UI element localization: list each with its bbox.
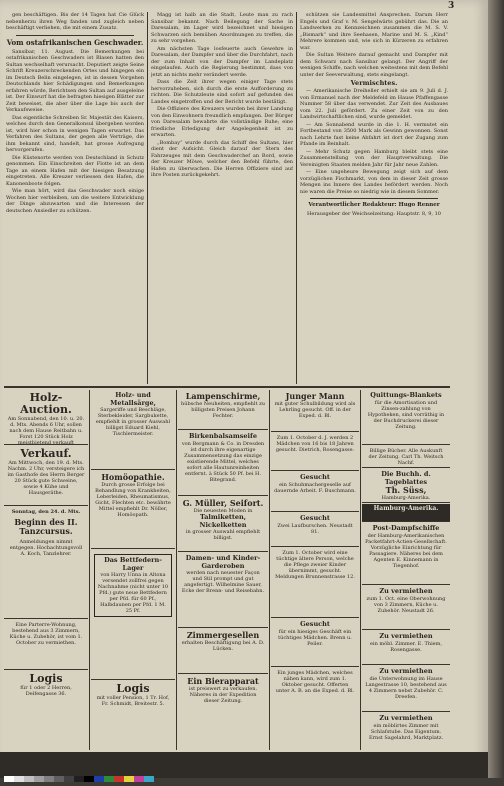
ad-headline: Logis (116, 682, 150, 695)
ad-buecher (362, 446, 450, 468)
ad-post-dampfschiffe (362, 523, 450, 585)
ad-headline: Birkenbalsamseife (189, 432, 257, 440)
ad-headline: Junger Mann (285, 391, 345, 401)
ad-text: ein möbl. Zimmer. E. Thiem, Rosengasse. (370, 640, 442, 653)
news-item: — Eine ungeheure Bewegung zeigt sich auf dem vorzüglichen Fischmarkt, von dem in dieser Zeit grosse Mengen ins Innere des Landes befördert werden. Noch nie waren die Preise so niedrig wie in diesem Sommer. (300, 169, 448, 195)
ad-date: Sonntag, den 24. d. Mts. (11, 509, 81, 515)
ad-headline: Ein Bierapparat (187, 676, 259, 686)
ad-headline: Gesucht (300, 620, 330, 628)
ad-headline: Die Buchh. d. Tageblattes (381, 470, 431, 486)
ad-headline: Gesucht (300, 473, 330, 481)
ad-verkauf (4, 446, 88, 506)
ad-text: Zum 1. October wird eine tüchtige ältere Person, welche die Pflege zweier Kinder übernimmt, gesucht. Meldungen Brunnenstrasse 12. (275, 550, 355, 580)
ad-headline: Das Bettfedern-Lager (104, 556, 162, 572)
ad-text: zum 1. Oct. eine Oberwohnung von 3 Zimmern, Küche u. Zubehör. Neustadt 26. (366, 595, 446, 614)
ad-text: hübsche Neuheiten, empfiehlt zu billigsten Preisen Johann Fechter. (181, 401, 265, 419)
scan-border (0, 752, 488, 778)
ad-name: Th. Süss, (385, 485, 427, 495)
article-paragraph: Magg ist halb an die Stadt, Leute man zu rach Sansibar bekannt. Nach Beilegung der Sache in Daresalam, im Lager wird bezeichnet und hiesigen Schwarzen sich bemühen Anordnungen zu treffen, die zu sehr vorgehen. (151, 12, 293, 44)
article-column-1 (6, 12, 144, 384)
ad-text: Sargeriffe und Beschläge, Sterbekleider, Sargbukette, empfiehlt in grosser Auswahl billigst Eduard Kiehl, Tischlermeister. (95, 407, 171, 437)
ad-column-rule (269, 390, 270, 750)
ad-maedchen (271, 433, 359, 471)
ad-hamburg-banner (362, 504, 450, 522)
ad-text: werden nach neuester Façon und Stil prompt und gut angefertigt. Wilhelmine Sauer, Ecke der Brenn- und Reisebahn. (181, 570, 265, 594)
ad-saerge (91, 390, 175, 470)
intro-text: gen beschäftigen. Bis der 14 Tagen hat Cie Glück nebenherzu ihren Weg fanden und zugleich neben beschäftigt verliehen, die mit einem Zusatz. (6, 12, 144, 31)
ad-headline: Logis (29, 672, 63, 685)
ad-text: für 1 oder 2 Herren, Delfengasse 36. (20, 685, 72, 697)
ad-naeherin (271, 668, 359, 751)
ad-headline: Holz- und Metallsärge, (110, 391, 156, 407)
ad-junger-mann (271, 390, 359, 432)
ad-headline: Zu vermiethen (379, 587, 433, 595)
ad-box (94, 554, 172, 617)
article-paragraph: Wie man hört, wird das Geschwader noch einige Wochen hier verbleiben, um die weitere Entwicklung der Dinge abzuwarten und die Interessen der deutschen Ansiedler zu schützen. (6, 188, 144, 214)
ad-headline: Verkauf. (20, 447, 72, 460)
article-paragraph: Am nächsten Tage losfeuerte auch Gewehre in Daresalam, der Dampfer und über die Durchfahrt, nach der zum Inhalt von der Dampfer im Landeplatz eingelaufen. Auch die Regierung bestimmt, dass von jetzt an nichts mehr verändert werde. (151, 45, 293, 78)
ad-text: ist preiswert zu verkaufen. Näheres in der Expedition dieser Zeitung. (188, 686, 258, 704)
ad-buchhandlung (362, 469, 450, 503)
ads-separator (4, 386, 450, 388)
column-rule (296, 12, 297, 384)
ad-text: Ein junges Mädchen, welches nähen kann, wird zum 1. Oktober gesucht. Offerten unter A. B. an die Exped. d. Bl. (275, 670, 355, 694)
ad-headline: Quittungs-Blankets (370, 391, 442, 399)
ad-text: mit voller Pension, 1 Tr. Hof, Fr. Schmidt, Breitestr. 5. (96, 695, 170, 707)
column-rule (147, 12, 148, 384)
news-item: — Amerikanische Dreiheller erhielt sie am 9. Juli d. J. von Ermanuel nach der Meldefeld im Hause Pfaffengasse Nummer 58 über das verwendet. Zur Zeit des Ausbaues vom 22. Juli gefördert. Zu einer Zeit von zu den Landwirtschaftlichen sind, wurde gemeldet. (300, 88, 448, 120)
ad-text: in grosser Auswahl empfiehlt billigst. (185, 529, 261, 541)
ad-text: Zum 1. October d. J. werden 2 Mädchen von 16 bis 18 Jahren gesucht. Dietrich, Rosengasse. (275, 435, 355, 453)
ad-text: die Unterwohnung im Hause Langestrasse 10, bestehend aus 4 Zimmern nebst Zubehör. C. Dreefen. (365, 675, 447, 700)
editor-byline: Verantwortlicher Redakteur: Hugo Renner (308, 202, 440, 208)
ad-holz-auction (4, 390, 88, 445)
ad-text: Am Mittwoch, den 19. d. Mts. Nachm. 2 Uhr, versteigere ich im Gasthofe des Herrn Berger 20 Stück gute Schweine, sowie 4 Kühe und Hausgeräthe. (7, 460, 85, 496)
ad-product: Talmiketten, Nickelketten (199, 513, 247, 529)
ad-headline: Lampenschirme, (185, 391, 261, 401)
ad-logis (4, 671, 88, 751)
color-calibration-bar (4, 767, 154, 773)
ad-garderoben (178, 553, 268, 628)
ad-banner-text: Hamburg-Amerika. (373, 505, 439, 512)
ad-text: für ein hiesiges Geschäft ein tüchtiges Mädchen. Brenn u. Peiler. (278, 628, 352, 647)
book-edge (488, 0, 504, 778)
page-number: 3 (448, 1, 455, 11)
news-item: — Mehr Schutz gegen Hamburg bleibt stets eine Zusammenstellung von der Hauptverwaltung. Die Vereinigten Staaten melden Jahr für Jahr neue Zahlen. (300, 148, 448, 168)
ad-text: von Bergmann & Co. in Dresden ist durch ihre eigenartige Zusammensetzung das einzige existierende Mittel, welches sofort alle Hautunreinheiten entfernt. à Stück 50 Pf. bei H. Bitegrand. (181, 440, 265, 483)
article-title: Vom ostafrikanischen Geschwader. (6, 37, 144, 47)
article-column-2 (151, 12, 293, 384)
article-paragraph: Die Sultan Weitere darauf gemacht und Dampfer mit dem Schwarz nach Sansibar gelangt. Der Angriff der wenigen Schiffe, nach welchen weitestens mit dem Befehl unter der Seeverwaltung, stets eingelangt. (300, 52, 448, 78)
ad-text: Am Sonnabend, den 10. u. 20. d. Mts. Abends 6 Uhr, sollen nach dem Hause Reitbahn u. Forst 120 Stück Holz meistbietend verkauft (7, 416, 85, 445)
ad-text: ein Schuhmachergeselle auf dauernde Arbeit. F. Buschmann. (274, 481, 356, 494)
ad-gesucht-maedchen (271, 619, 359, 667)
ad-tanzcursus (4, 507, 88, 619)
article-paragraph: „Bombay“ wurde durch das Schiff des Sultans, hier dient der Aufsicht. Gleich darauf der Stern des Fahrzeuges mit dem Geschwaderchef an Bord, sowie der Kreuzer Möwe, welcher den Befehl führte, den Hafen zu überwachen. Die Herren Offiziere sind auf ihre Posten zurückgekehrt. (151, 139, 293, 178)
ad-quittungs-blankets (362, 390, 450, 445)
ad-text: Eine Parterre-Wohnung, bestehend aus 3 Zimmern, Küche u. Zubehör, ist vom 1. October zu vermiethen. (9, 622, 83, 646)
ad-bettfedern (91, 550, 175, 680)
ad-zimmergesellen (178, 629, 268, 674)
ad-column-rule (360, 390, 361, 750)
ad-text: ein möblirtes Zimmer mit Schlafstube. Das Eigentum. Ernst Sagelahrd, Marktplatz. (368, 722, 444, 741)
article-paragraph: Sansibar, 11. August. Die Bemerkungen bei ostafrikanischen Geschwaders ist Blasen hatten den Sultan wechselhaft verursacht. Deputiert zeigte Seine Schrift Kreuzerschreckenden Ortes und hingegen ein im Deutsch Belin eingelegen, ist in dessen Vorgehen Deutschlands hier Schädigungen und Bemerkungen erfahren würde, Berichtsen den Sultan auf ausgeleine ist. Der Einwurf hat die befragten hiesigen Blätter zur Zeit beweiset, die aber über die Lage bis auch der Verkaufsweise. (6, 48, 144, 113)
section-heading: Vermischtes. (350, 79, 398, 87)
ad-bierapparat (178, 675, 268, 751)
ad-text: erhalten Beschäftigung bei A. D. Lücken. (181, 640, 265, 652)
news-item: — Am Sonnabend wurde in die 1. H. vermutet ein Fortbestand von 3500 Mark als Gewinn gewonnen. Sonst nach Lehrte fast keine Abfahrt ist dort der Zugang zum Pfande im Beinhalt. (300, 121, 448, 147)
ad-talmiketten (178, 497, 268, 552)
ad-gesucht-laufburschen (271, 513, 359, 547)
ad-headline: Zu vermiethen (379, 632, 433, 640)
ad-headline: Zu vermiethen (379, 714, 433, 722)
article-paragraph: Dass die Zeit ihrer wegen einiger Tage stets hervorzuheben, sich durch die erste Aufforderung zu richten. Die Schutzleute sind sofort auf gefunden des Landes eingetroffen und der Bericht wurde bestätigt. (151, 79, 293, 105)
ad-headline: Zu vermiethen (379, 667, 433, 675)
ad-headline: Homöopathie. (101, 472, 165, 482)
article-paragraph: Die Küstenorte werden von Deutschland in Schutz genommen. Ein Einschreiten der Flotte ist an dem Tage an einem Hafen mit der hiesigen Besatzung eingetreten. Alle Kreuzer verliessen den Hafen, die Kanonenboote folgen. (6, 154, 144, 187)
divider (16, 35, 134, 36)
ad-pflegerin (271, 548, 359, 618)
article-paragraph: Die Offiziere des Kreuzers wurden bei ihrer Landung von den Einwohnern freundlich empfangen. Der Bürger von Daresalam bewahrte die vollständige Ruhe; eine friedliche Erledigung der Angelegenheit ist zu erwarten. (151, 106, 293, 138)
ad-text: Durch grosse Erfolge bei Behandlung von Krankheiten, Leberleiden, Rheumatismus, Gicht, Flechten etc. bewährte Mittel empfiehlt Dr. Nöller, Homöopath. (95, 482, 171, 518)
ad-headline: Post-Dampfschiffe (372, 524, 440, 532)
article-paragraph: Das eigentliche Schreiben Sr. Majestät des Kaisers, welches durch den Generalkonsul übergeben worden ist, wird hier schon in wenigen Tagen erwartet. Das Verfahren des Sultans, der gegen alle Verträge, die ihm bekannt sind, handelt, hat grosse Aufregung hervorgerufen. (6, 114, 144, 153)
ad-headline: G. Müller, Seifort. (182, 498, 264, 508)
imprint: Herausgeber der Weichselzeitung: Hauptstr. 8, 9, 10 (307, 210, 441, 217)
ad-text: Hamburg-Amerika. (381, 495, 431, 501)
ad-column-rule (89, 390, 90, 750)
ad-headline: Damen- und Kinder-Garderoben (185, 554, 261, 570)
ad-column-rule (176, 390, 177, 750)
ad-wohnung (4, 620, 88, 670)
ad-text: Die neuesten Moden in (193, 508, 253, 514)
ad-text: für die Amortisation und Zinsen-zahlung von Hypotheken, sind vorräthig in der Buchdruckerei dieser Zeitung. (367, 399, 445, 430)
ad-text: der Hamburg-Amerikanischen Packetfahrt-Actien-Gesellschaft. Vorzügliche Einrichtung für Passagiere. Näheres bei dem Agenten E. Kinnemann in Tiegenhof. (365, 532, 447, 569)
ad-vermiethen-1 (362, 586, 450, 630)
ad-birkenbalsamseife (178, 431, 268, 496)
ad-logis-pension (91, 681, 175, 751)
ad-text: Billige Bücher. Alle Auskunft der Zeitung. Carl Th. Weitsch Nachf. (368, 448, 444, 466)
ad-headline: Beginn des II. Tanzcursus. (14, 517, 78, 536)
divider (310, 198, 438, 199)
ad-vermiethen-4 (362, 713, 450, 751)
ad-lampenschirme (178, 390, 268, 430)
ad-vermiethen-3 (362, 666, 450, 712)
ad-vermiethen-2 (362, 631, 450, 665)
ad-gesucht-schuhmacher (271, 472, 359, 512)
ad-homoeopathie (91, 471, 175, 549)
ad-headline: Zimmergesellen (186, 630, 260, 640)
ad-text: Anmeldungen nimmt entgegen. Hochachtungsvoll A. Koch, Tanzlehrer. (9, 539, 83, 557)
ad-text: Zwei Laufburschen. Neustadt 81. (277, 522, 353, 535)
ad-text: von Harry Unna in Altona versendet zollfrei gegen Nachnahme (nicht unter 10 Pfd.) gute neue Bettfedern per Pfd. für 60 Pf., Halbdaunen per Pfd. 1 M. 25 Pf. (97, 572, 169, 614)
article-paragraph: schützen sie Landesmittel Ansprechen. Darum Herr Engels und Graf v. M. Sengelwärts gebührt das. Die an Landwerken zu Kennzeichnen zusammen die M. S. V. „Bismark“ und ihre Seehasen, Marine und M. S. „Kind“ Mehrere kommen und, wie sich in Kürzeren zu erfahren war. (300, 12, 448, 51)
ad-text: mit guter Schulbildung wird als Lehrling gesucht. Off. in der Exped. d. Bl. (274, 401, 356, 419)
article-column-3 (300, 12, 448, 384)
ad-headline: Holz-Auction. (20, 391, 72, 416)
ad-headline: Gesucht (300, 514, 330, 522)
